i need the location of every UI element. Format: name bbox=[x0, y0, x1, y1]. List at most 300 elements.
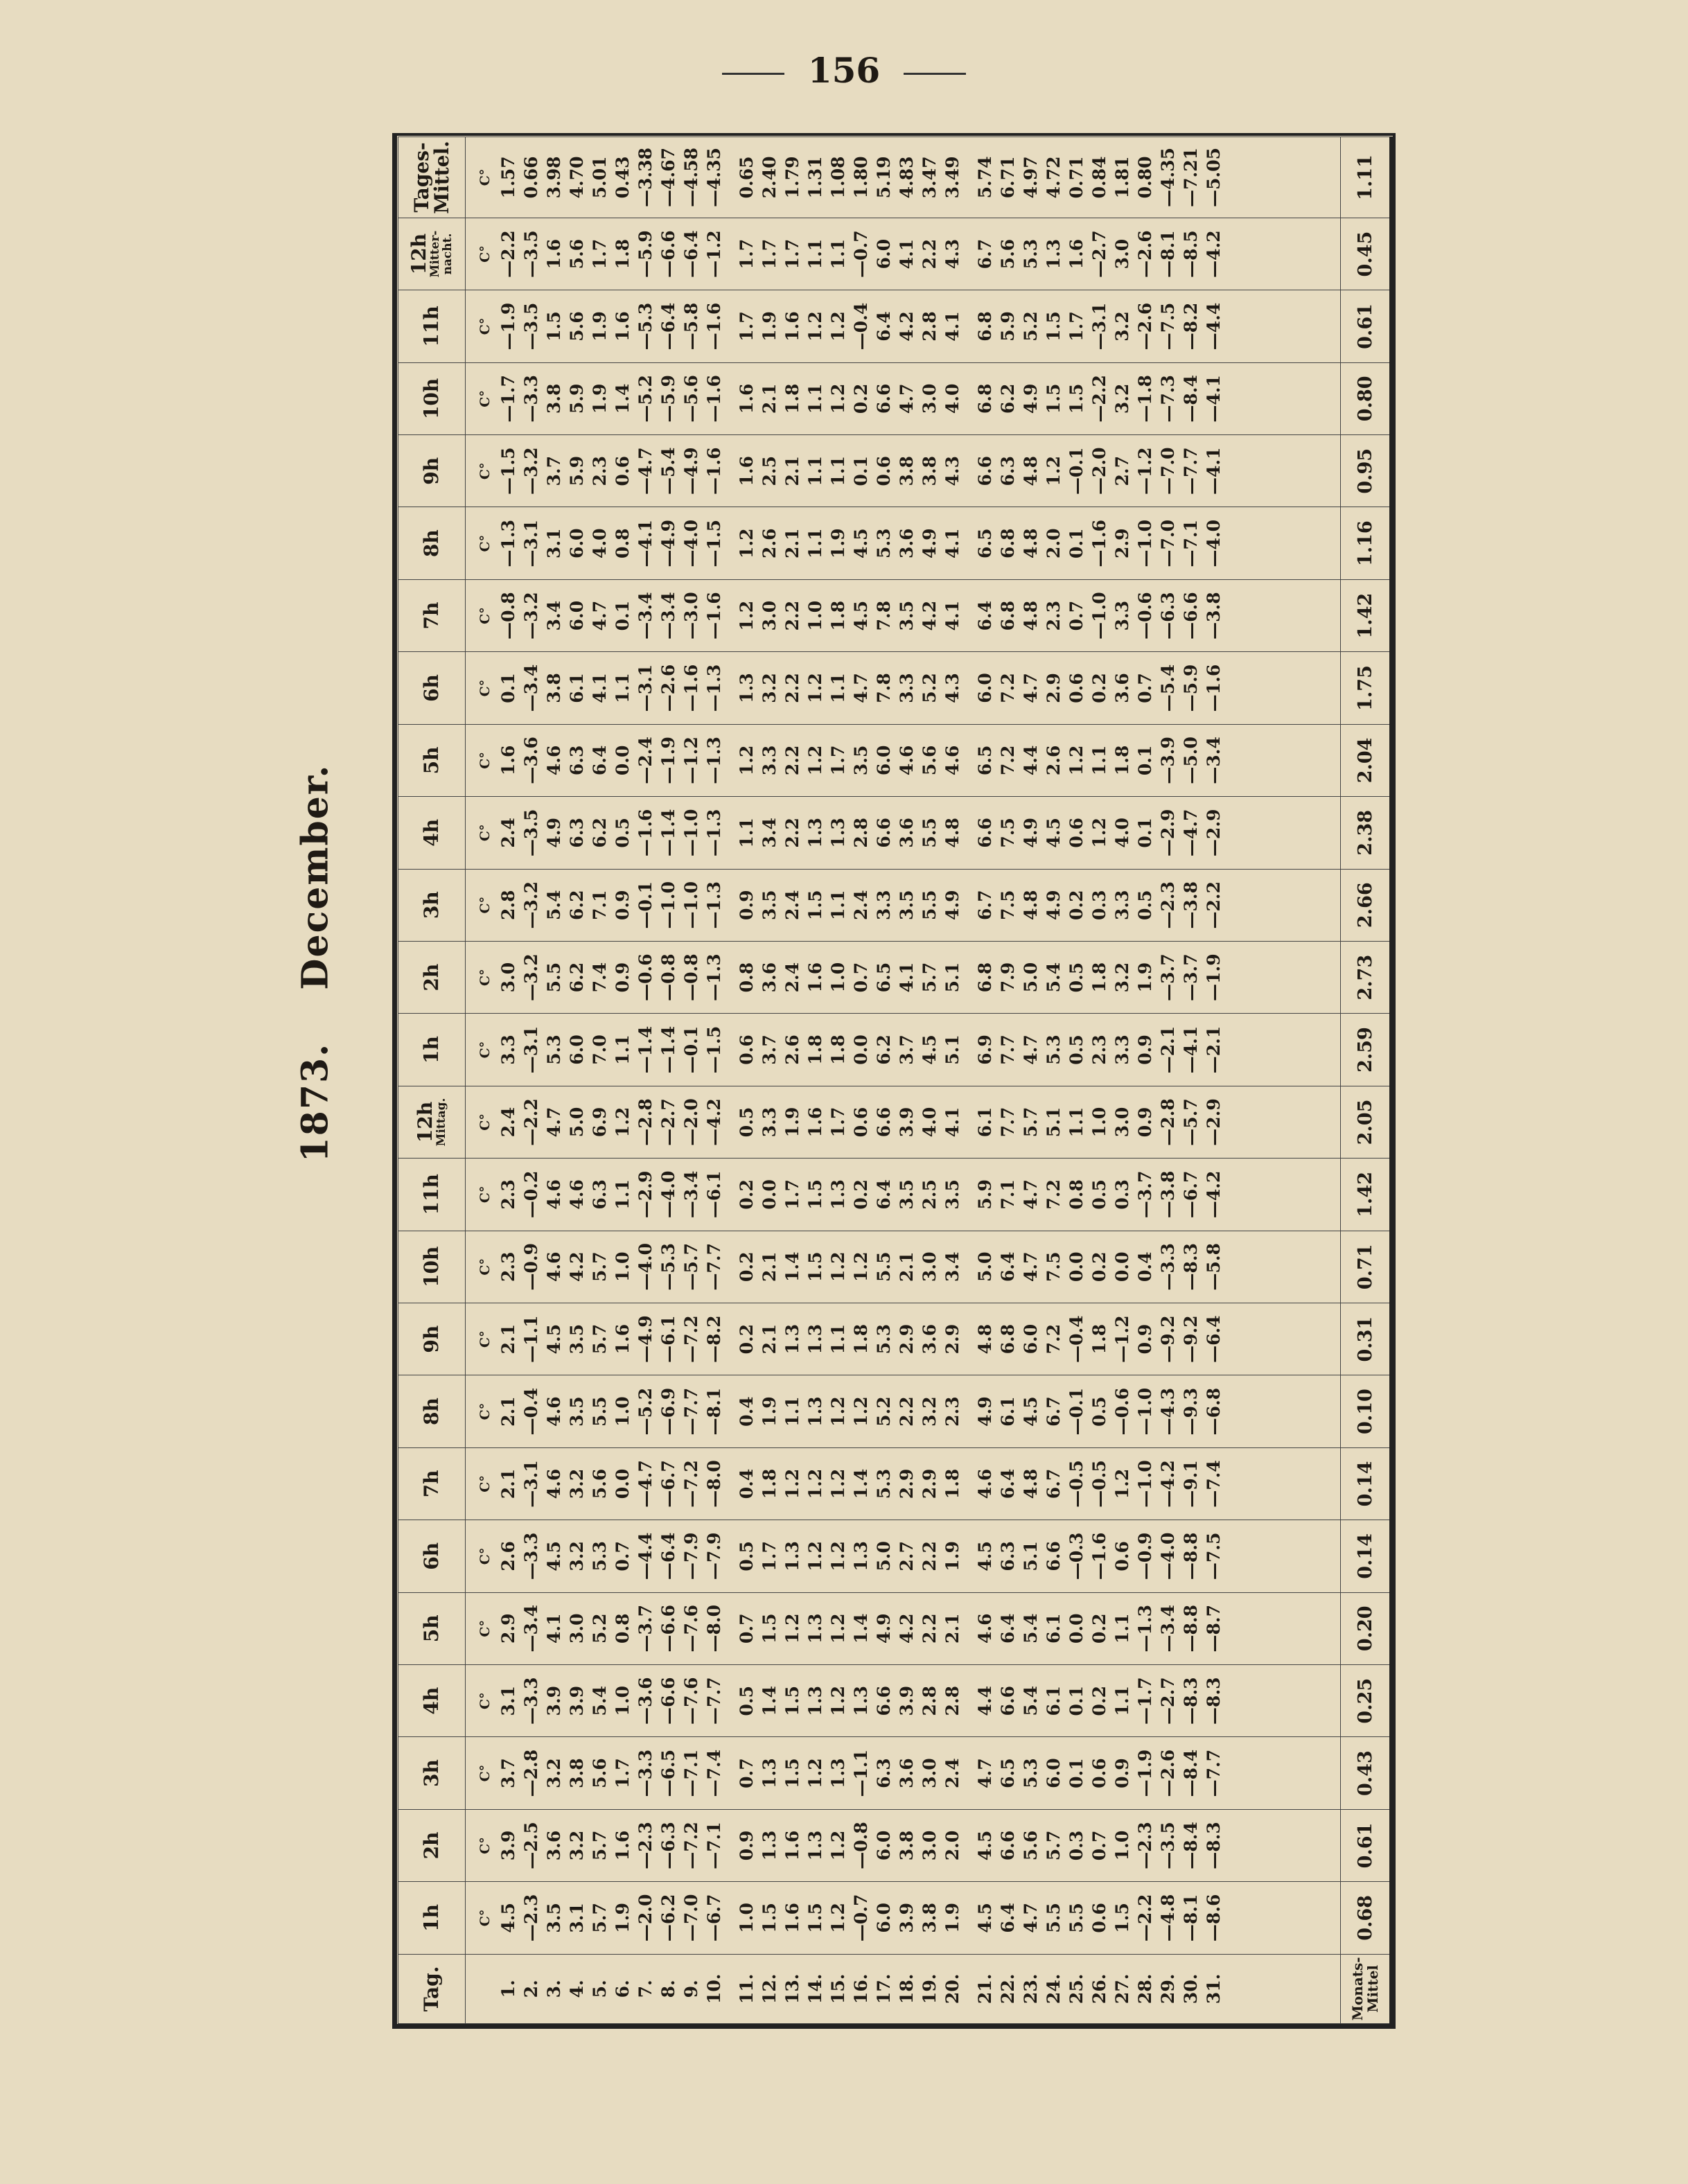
temperature-value: 0.3 bbox=[1111, 1179, 1132, 1210]
temperature-value: 6.1 bbox=[974, 1107, 995, 1137]
temperature-value: 5.3 bbox=[873, 527, 894, 558]
temperature-value: 5.4 bbox=[543, 889, 564, 920]
temperature-value: 1.6 bbox=[736, 455, 757, 486]
temperature-value: —2.2 bbox=[1203, 881, 1224, 928]
day-column-header: Tag. bbox=[398, 1954, 465, 2023]
temperature-value: —5.9 bbox=[635, 229, 656, 278]
hour-column bbox=[465, 507, 1340, 579]
temperature-value: —4.2 bbox=[1203, 1170, 1224, 1218]
temperature-value: 6.3 bbox=[997, 455, 1018, 486]
temperature-value: —1.3 bbox=[703, 809, 724, 856]
temperature-value: 6.8 bbox=[974, 310, 995, 342]
temperature-value: —7.7 bbox=[1203, 1749, 1224, 1797]
temperature-value: 5.0 bbox=[566, 1107, 587, 1137]
temperature-value: 1.2 bbox=[805, 672, 825, 703]
temperature-value: 1.9 bbox=[589, 310, 610, 342]
temperature-value: 5.7 bbox=[589, 1251, 610, 1282]
temperature-value: 3.0 bbox=[1111, 1107, 1132, 1137]
temperature-value: —2.3 bbox=[1134, 1821, 1155, 1869]
temperature-value: 1.2 bbox=[1066, 745, 1087, 775]
temperature-value: 3.6 bbox=[896, 817, 917, 848]
temperature-value: 0.1 bbox=[1134, 817, 1155, 848]
temperature-value: —0.1 bbox=[1066, 447, 1087, 495]
temperature-value: 0.1 bbox=[1134, 745, 1155, 775]
day-label: 16. bbox=[850, 1973, 871, 2004]
temperature-value: 4.5 bbox=[543, 1540, 564, 1571]
temperature-value: 2.3 bbox=[498, 1179, 518, 1210]
temperature-value: 4.5 bbox=[498, 1902, 518, 1933]
hour-column bbox=[465, 362, 1340, 434]
temperature-value: —1.5 bbox=[703, 1025, 724, 1073]
temperature-value: —1.5 bbox=[703, 519, 724, 567]
temperature-value: —4.4 bbox=[635, 1532, 656, 1580]
temperature-value: 1.3 bbox=[782, 1540, 802, 1571]
temperature-value: —8.6 bbox=[1203, 1894, 1224, 1941]
temperature-value: —6.6 bbox=[658, 229, 678, 278]
temperature-value: 4.2 bbox=[566, 1251, 587, 1282]
temperature-value: 1.5 bbox=[805, 1179, 825, 1210]
temperature-value: 6.6 bbox=[1043, 1540, 1064, 1571]
column-header-label: 8h bbox=[419, 1397, 443, 1425]
hour-column bbox=[465, 1809, 1340, 1881]
temperature-value: —6.7 bbox=[703, 1894, 724, 1941]
temperature-value: —0.3 bbox=[1066, 1532, 1087, 1580]
temperature-value: 1.0 bbox=[1089, 1107, 1109, 1137]
temperature-value: —3.8 bbox=[1203, 591, 1224, 640]
monthly-mean-value: 1.42 bbox=[1340, 1158, 1391, 1230]
temperature-value: 6.3 bbox=[566, 745, 587, 775]
temperature-value: 1.3 bbox=[805, 1685, 825, 1716]
temperature-value: 3.4 bbox=[759, 817, 780, 848]
temperature-value: 3.3 bbox=[759, 745, 780, 775]
temperature-value: —8.3 bbox=[1203, 1821, 1224, 1869]
temperature-value: 1.9 bbox=[589, 383, 610, 414]
column-header-label: 6h bbox=[419, 673, 443, 702]
column-header bbox=[398, 796, 465, 868]
temperature-value: —1.6 bbox=[703, 447, 724, 495]
temperature-value: 1.5 bbox=[1043, 310, 1064, 342]
monthly-mean-value: 0.61 bbox=[1340, 1809, 1391, 1881]
day-label: 31. bbox=[1203, 1973, 1224, 2004]
temperature-value: 5.3 bbox=[873, 1468, 894, 1499]
temperature-value: 2.0 bbox=[1043, 527, 1064, 558]
temperature-value: —5.3 bbox=[658, 1242, 678, 1290]
temperature-value: 7.8 bbox=[873, 672, 894, 703]
temperature-value: 5.7 bbox=[589, 1902, 610, 1933]
unit-label: C° bbox=[477, 896, 493, 914]
monthly-mean-value: 0.43 bbox=[1340, 1736, 1391, 1808]
temperature-value: 4.4 bbox=[974, 1685, 995, 1716]
temperature-value: 2.1 bbox=[759, 1323, 780, 1354]
temperature-value: —2.1 bbox=[1203, 1025, 1224, 1073]
temperature-value: 2.40 bbox=[759, 155, 780, 198]
monthly-mean-value: 0.68 bbox=[1340, 1881, 1391, 1953]
temperature-value: 0.9 bbox=[736, 1830, 757, 1860]
monthly-mean-value: 2.66 bbox=[1340, 869, 1391, 941]
temperature-value: —3.4 bbox=[1203, 736, 1224, 784]
monthly-mean-value: 1.16 bbox=[1340, 507, 1391, 579]
column-header-label: 2h bbox=[419, 963, 443, 992]
column-header-label: 2h bbox=[419, 1831, 443, 1859]
temperature-value: 2.9 bbox=[942, 1323, 962, 1354]
temperature-value: —6.3 bbox=[1157, 591, 1178, 640]
temperature-value: 4.3 bbox=[942, 455, 962, 486]
temperature-value: 6.4 bbox=[997, 1902, 1018, 1933]
column-header bbox=[398, 1664, 465, 1736]
temperature-value: 0.1 bbox=[1066, 1757, 1087, 1788]
temperature-value: 1.2 bbox=[1043, 455, 1064, 486]
temperature-value: —1.2 bbox=[703, 229, 724, 278]
temperature-value: 1.1 bbox=[805, 527, 825, 558]
temperature-value: 1.8 bbox=[1089, 1323, 1109, 1354]
temperature-value: 1.1 bbox=[827, 672, 848, 703]
temperature-value: 2.2 bbox=[919, 1540, 940, 1571]
temperature-value: 4.7 bbox=[1020, 1179, 1041, 1210]
monthly-mean-value: 0.61 bbox=[1340, 290, 1391, 362]
temperature-value: —6.4 bbox=[1203, 1314, 1224, 1363]
temperature-value: 3.8 bbox=[566, 1757, 587, 1788]
temperature-value: —6.6 bbox=[1180, 591, 1201, 640]
temperature-value: 1.2 bbox=[850, 1251, 871, 1282]
temperature-value: 1.8 bbox=[942, 1468, 962, 1499]
column-header bbox=[398, 1592, 465, 1664]
temperature-value: —0.2 bbox=[520, 1170, 541, 1218]
temperature-value: —1.4 bbox=[658, 1025, 678, 1073]
temperature-value: —2.9 bbox=[1203, 809, 1224, 856]
temperature-value: 1.6 bbox=[805, 1107, 825, 1137]
temperature-value: 4.5 bbox=[974, 1540, 995, 1571]
temperature-value: 1.7 bbox=[782, 238, 802, 269]
temperature-value: 4.7 bbox=[589, 600, 610, 631]
monthly-mean-value: 0.31 bbox=[1340, 1303, 1391, 1375]
temperature-value: 1.7 bbox=[612, 1757, 633, 1788]
temperature-value: 4.9 bbox=[1020, 817, 1041, 848]
temperature-value: 0.6 bbox=[612, 455, 633, 486]
temperature-value: 1.81 bbox=[1111, 155, 1132, 198]
temperature-value: 4.8 bbox=[942, 817, 962, 848]
temperature-value: 1.3 bbox=[827, 1757, 848, 1788]
temperature-value: 4.7 bbox=[1020, 1034, 1041, 1065]
temperature-value: 1.8 bbox=[782, 383, 802, 414]
temperature-value: 1.8 bbox=[850, 1323, 871, 1354]
temperature-value: 1.9 bbox=[782, 1107, 802, 1137]
temperature-value: 1.7 bbox=[759, 1540, 780, 1571]
temperature-value: —2.4 bbox=[635, 736, 656, 784]
temperature-value: —7.6 bbox=[680, 1604, 701, 1653]
temperature-value: —1.6 bbox=[703, 302, 724, 350]
temperature-value: 4.6 bbox=[566, 1179, 587, 1210]
temperature-value: —1.0 bbox=[680, 881, 701, 928]
temperature-value: —0.1 bbox=[680, 1025, 701, 1073]
temperature-value: 1.1 bbox=[1066, 1107, 1087, 1137]
temperature-value: 0.2 bbox=[1089, 1685, 1109, 1716]
temperature-value: 5.1 bbox=[942, 962, 962, 992]
temperature-value: —7.7 bbox=[703, 1242, 724, 1290]
temperature-value: 4.9 bbox=[919, 527, 940, 558]
temperature-value: —3.4 bbox=[658, 591, 678, 640]
temperature-value: 0.2 bbox=[736, 1251, 757, 1282]
temperature-value: 2.7 bbox=[896, 1540, 917, 1571]
day-label: 24. bbox=[1043, 1973, 1064, 2004]
temperature-value: 5.1 bbox=[1043, 1107, 1064, 1137]
temperature-value: 2.9 bbox=[498, 1613, 518, 1644]
temperature-value: 2.7 bbox=[1111, 455, 1132, 486]
temperature-value: 3.3 bbox=[1111, 600, 1132, 631]
temperature-value: 0.3 bbox=[1089, 889, 1109, 920]
temperature-value: 1.5 bbox=[759, 1902, 780, 1933]
temperature-value: 3.4 bbox=[543, 600, 564, 631]
column-header-label: 8h bbox=[419, 529, 443, 557]
temperature-value: —5.7 bbox=[1180, 1098, 1201, 1146]
monthly-mean-value: 0.14 bbox=[1340, 1520, 1391, 1592]
temperature-value: —4.58 bbox=[680, 147, 701, 207]
unit-label: C° bbox=[477, 1402, 493, 1420]
temperature-value: 6.1 bbox=[566, 672, 587, 703]
temperature-value: 5.2 bbox=[589, 1613, 610, 1644]
temperature-value: 0.9 bbox=[1134, 1323, 1155, 1354]
temperature-value: —8.4 bbox=[1180, 1821, 1201, 1869]
temperature-value: 1.0 bbox=[1111, 1830, 1132, 1860]
temperature-value: —0.9 bbox=[520, 1242, 541, 1290]
temperature-value: 0.6 bbox=[873, 455, 894, 486]
temperature-value: 4.1 bbox=[896, 962, 917, 992]
temperature-value: 7.5 bbox=[997, 817, 1018, 848]
temperature-value: 1.1 bbox=[1089, 745, 1109, 775]
temperature-value: 4.2 bbox=[896, 310, 917, 342]
temperature-value: 1.31 bbox=[805, 155, 825, 198]
temperature-value: 6.6 bbox=[873, 1685, 894, 1716]
temperature-value: 6.7 bbox=[1043, 1468, 1064, 1499]
temperature-value: 3.7 bbox=[759, 1034, 780, 1065]
temperature-value: 3.2 bbox=[566, 1540, 587, 1571]
temperature-value: 2.4 bbox=[498, 1107, 518, 1137]
temperature-value: 0.1 bbox=[612, 600, 633, 631]
temperature-value: —2.6 bbox=[658, 664, 678, 712]
temperature-value: 5.5 bbox=[1066, 1902, 1087, 1933]
temperature-value: 5.74 bbox=[974, 155, 995, 198]
temperature-value: 6.5 bbox=[873, 962, 894, 992]
temperature-value: 4.7 bbox=[1020, 1251, 1041, 1282]
temperature-value: 1.3 bbox=[850, 1540, 871, 1571]
temperature-value: 1.5 bbox=[782, 1757, 802, 1788]
temperature-value: —3.7 bbox=[635, 1604, 656, 1653]
day-label: 15. bbox=[827, 1973, 848, 2004]
temperature-value: 1.9 bbox=[942, 1540, 962, 1571]
temperature-value: 5.6 bbox=[589, 1757, 610, 1788]
temperature-value: 5.6 bbox=[919, 745, 940, 775]
temperature-value: 0.0 bbox=[612, 745, 633, 775]
temperature-value: 3.3 bbox=[1111, 889, 1132, 920]
temperature-value: 0.2 bbox=[1089, 1251, 1109, 1282]
temperature-value: 5.6 bbox=[566, 310, 587, 342]
temperature-value: 2.4 bbox=[782, 889, 802, 920]
temperature-value: 2.1 bbox=[782, 527, 802, 558]
temperature-value: 1.2 bbox=[827, 1540, 848, 1571]
temperature-value: 5.6 bbox=[589, 1468, 610, 1499]
column-header-label: 5h bbox=[419, 1614, 443, 1642]
temperature-value: —2.8 bbox=[635, 1098, 656, 1146]
day-label: 4. bbox=[566, 1979, 587, 1998]
temperature-value: —6.3 bbox=[658, 1821, 678, 1869]
temperature-value: —5.3 bbox=[635, 302, 656, 350]
temperature-value: 6.8 bbox=[997, 600, 1018, 631]
temperature-value: 7.2 bbox=[997, 672, 1018, 703]
temperature-value: 1.5 bbox=[782, 1685, 802, 1716]
temperature-value: 0.4 bbox=[1134, 1251, 1155, 1282]
temperature-value: 2.9 bbox=[1043, 672, 1064, 703]
temperature-value: —7.7 bbox=[703, 1676, 724, 1725]
temperature-value: 0.5 bbox=[1089, 1395, 1109, 1427]
temperature-value: 2.9 bbox=[919, 1468, 940, 1499]
temperature-value: 2.4 bbox=[942, 1757, 962, 1788]
day-label: 7. bbox=[635, 1979, 656, 1998]
temperature-value: 1.9 bbox=[827, 527, 848, 558]
temperature-value: 0.6 bbox=[736, 1034, 757, 1065]
column-header bbox=[398, 136, 465, 218]
day-label: 21. bbox=[974, 1973, 995, 2004]
temperature-value: 4.5 bbox=[974, 1830, 995, 1860]
table-data-row bbox=[465, 136, 1340, 2023]
temperature-value: —0.1 bbox=[1066, 1387, 1087, 1435]
temperature-value: —8.8 bbox=[1180, 1604, 1201, 1653]
temperature-value: 4.3 bbox=[942, 672, 962, 703]
hour-column bbox=[465, 1881, 1340, 1953]
temperature-value: 6.2 bbox=[997, 383, 1018, 414]
day-label: 19. bbox=[919, 1973, 940, 2004]
temperature-value: 6.9 bbox=[974, 1034, 995, 1065]
unit-label: C° bbox=[477, 606, 493, 624]
temperature-value: 0.1 bbox=[850, 455, 871, 486]
temperature-value: 1.3 bbox=[736, 672, 757, 703]
day-label: 20. bbox=[942, 1973, 962, 2004]
page-number bbox=[0, 50, 1688, 91]
temperature-value: —1.4 bbox=[635, 1025, 656, 1073]
column-header-label: 12h bbox=[413, 1101, 437, 1143]
temperature-value: 1.2 bbox=[805, 1468, 825, 1499]
temperature-value: —7.1 bbox=[703, 1821, 724, 1869]
temperature-value: 0.6 bbox=[1089, 1902, 1109, 1933]
page-title bbox=[294, 744, 337, 1181]
temperature-value: 1.2 bbox=[736, 600, 757, 631]
temperature-value: 4.2 bbox=[896, 1613, 917, 1644]
temperature-value: —0.6 bbox=[1134, 591, 1155, 640]
temperature-value: —2.0 bbox=[680, 1098, 701, 1146]
temperature-value: 2.8 bbox=[498, 889, 518, 920]
temperature-value: —2.9 bbox=[1203, 1098, 1224, 1146]
temperature-value: —2.5 bbox=[520, 1821, 541, 1869]
temperature-value: —6.7 bbox=[658, 1459, 678, 1508]
temperature-value: —3.3 bbox=[520, 374, 541, 423]
temperature-value: 1.7 bbox=[736, 310, 757, 342]
temperature-value: 6.1 bbox=[1043, 1685, 1064, 1716]
temperature-value: 1.8 bbox=[759, 1468, 780, 1499]
column-header-label: 1h bbox=[419, 1903, 443, 1932]
temperature-value: —3.5 bbox=[520, 229, 541, 278]
temperature-value: 1.8 bbox=[827, 600, 848, 631]
temperature-value: 4.0 bbox=[919, 1107, 940, 1137]
temperature-value: 3.2 bbox=[759, 672, 780, 703]
temperature-value: 0.9 bbox=[736, 889, 757, 920]
temperature-value: 6.1 bbox=[997, 1395, 1018, 1427]
temperature-value: —8.3 bbox=[1203, 1676, 1224, 1725]
temperature-value: 3.3 bbox=[759, 1107, 780, 1137]
hour-column bbox=[465, 1664, 1340, 1736]
temperature-value: 1.2 bbox=[827, 1685, 848, 1716]
temperature-value: 5.1 bbox=[1020, 1540, 1041, 1571]
unit-label: C° bbox=[477, 1619, 493, 1637]
temperature-value: —9.2 bbox=[1180, 1314, 1201, 1363]
unit-label: C° bbox=[477, 1764, 493, 1781]
temperature-value: 3.8 bbox=[896, 1830, 917, 1860]
hour-column bbox=[465, 1375, 1340, 1447]
unit-label: C° bbox=[477, 1330, 493, 1348]
temperature-value: 5.7 bbox=[589, 1830, 610, 1860]
temperature-value: —3.7 bbox=[1134, 1170, 1155, 1218]
temperature-value: 3.9 bbox=[543, 1685, 564, 1716]
temperature-table bbox=[398, 136, 1393, 2024]
temperature-value: —1.7 bbox=[498, 374, 518, 423]
hour-column bbox=[465, 796, 1340, 868]
temperature-value: —5.05 bbox=[1203, 147, 1224, 207]
temperature-value: 6.0 bbox=[873, 238, 894, 269]
unit-label: C° bbox=[477, 317, 493, 335]
temperature-value: 6.71 bbox=[997, 155, 1018, 198]
temperature-value: 1.6 bbox=[736, 383, 757, 414]
temperature-value: 3.6 bbox=[759, 962, 780, 992]
temperature-value: 3.6 bbox=[919, 1323, 940, 1354]
hour-column bbox=[465, 1447, 1340, 1520]
temperature-value: 3.5 bbox=[896, 889, 917, 920]
temperature-value: 1.1 bbox=[805, 238, 825, 269]
temperature-value: —1.3 bbox=[703, 953, 724, 1001]
temperature-value: 0.3 bbox=[1066, 1830, 1087, 1860]
table-header-row bbox=[398, 136, 465, 2023]
temperature-value: 0.6 bbox=[1066, 672, 1087, 703]
temperature-value: 5.6 bbox=[1020, 1830, 1041, 1860]
temperature-value: —2.6 bbox=[1157, 1749, 1178, 1797]
temperature-value: —3.2 bbox=[520, 591, 541, 640]
temperature-value: 0.80 bbox=[1134, 155, 1155, 198]
column-header-label: 3h bbox=[419, 890, 443, 919]
temperature-value: 5.9 bbox=[566, 383, 587, 414]
temperature-value: 2.2 bbox=[782, 600, 802, 631]
temperature-value: 1.2 bbox=[827, 1251, 848, 1282]
temperature-value: —7.9 bbox=[680, 1532, 701, 1580]
temperature-value: —7.1 bbox=[680, 1749, 701, 1797]
monthly-mean-value: 0.25 bbox=[1340, 1664, 1391, 1736]
temperature-value: —4.1 bbox=[635, 519, 656, 567]
column-header-label: 12h bbox=[407, 233, 430, 274]
temperature-value: 1.3 bbox=[805, 1395, 825, 1427]
temperature-value: 0.8 bbox=[612, 1613, 633, 1644]
temperature-value: 3.9 bbox=[566, 1685, 587, 1716]
temperature-value: 4.3 bbox=[942, 238, 962, 269]
temperature-value: 2.1 bbox=[782, 455, 802, 486]
temperature-value: 7.7 bbox=[997, 1107, 1018, 1137]
temperature-value: —0.9 bbox=[1134, 1532, 1155, 1580]
temperature-value: —5.9 bbox=[658, 374, 678, 423]
temperature-value: —7.2 bbox=[680, 1821, 701, 1869]
temperature-value: 5.4 bbox=[1020, 1685, 1041, 1716]
temperature-value: 0.6 bbox=[850, 1107, 871, 1137]
temperature-value: 2.8 bbox=[942, 1685, 962, 1716]
temperature-value: —5.0 bbox=[1180, 736, 1201, 784]
temperature-value: —3.3 bbox=[520, 1532, 541, 1580]
temperature-value: 4.8 bbox=[1020, 600, 1041, 631]
temperature-value: 0.9 bbox=[1134, 1034, 1155, 1065]
temperature-value: 1.6 bbox=[1066, 238, 1087, 269]
column-header bbox=[398, 1086, 465, 1158]
